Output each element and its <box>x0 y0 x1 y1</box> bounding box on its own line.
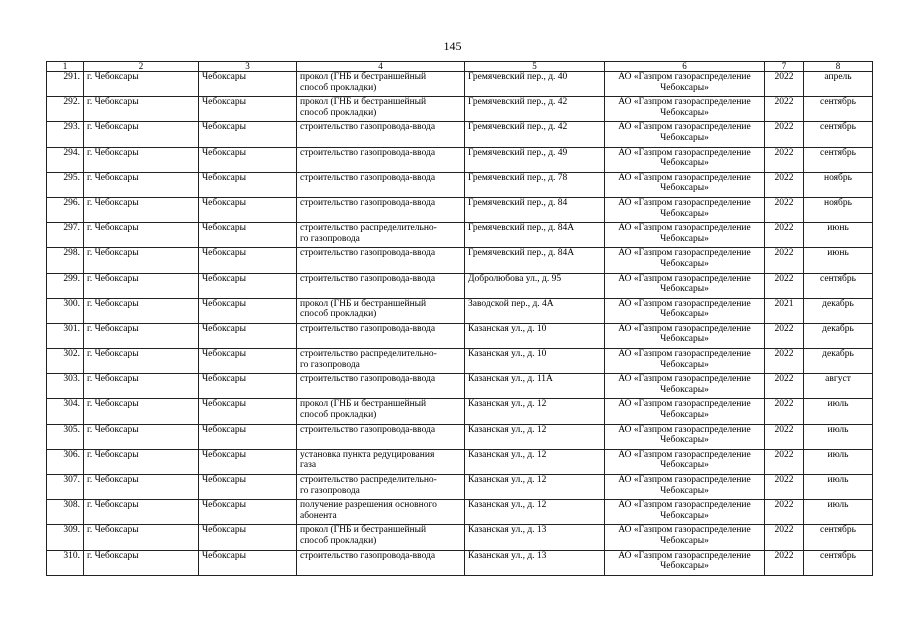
settlement-cell: Чебоксары <box>199 399 297 424</box>
organization-cell-line: Чебоксары» <box>660 208 709 219</box>
address-cell: Гремячевский пер., д. 49 <box>465 147 605 172</box>
city-cell: г. Чебоксары <box>84 374 199 399</box>
work-type-cell-line: го газопровода <box>300 359 360 370</box>
organization-cell-line: Чебоксары» <box>660 359 709 370</box>
month-cell: сентябрь <box>804 122 873 147</box>
address-cell: Казанская ул., д. 10 <box>465 349 605 374</box>
row-number-cell: 308. <box>47 500 84 525</box>
work-type-cell-line: го газопровода <box>300 233 360 244</box>
organization-cell-line: Чебоксары» <box>660 258 709 269</box>
year-cell: 2021 <box>765 298 804 323</box>
column-header: 1 <box>47 62 84 72</box>
row-number-cell: 310. <box>47 550 84 575</box>
organization-cell-line: АО «Газпром газораспределение <box>618 248 751 259</box>
table-row <box>47 475 873 500</box>
table-header-row <box>47 62 873 72</box>
table-row <box>47 122 873 147</box>
organization-cell-line: АО «Газпром газораспределение <box>618 273 751 284</box>
organization-cell-line: Чебоксары» <box>660 158 709 169</box>
work-type-cell <box>297 298 465 323</box>
settlement-cell: Чебоксары <box>199 197 297 222</box>
work-type-cell <box>297 449 465 474</box>
settlement-cell: Чебоксары <box>199 475 297 500</box>
organization-cell-line: АО «Газпром газораспределение <box>618 374 751 385</box>
organization-cell-line: Чебоксары» <box>660 435 709 446</box>
organization-cell <box>605 424 765 449</box>
row-number-cell: 302. <box>47 349 84 374</box>
organization-cell-line: АО «Газпром газораспределение <box>618 525 751 536</box>
year-cell: 2022 <box>765 72 804 97</box>
organization-cell-line: АО «Газпром газораспределение <box>618 323 751 334</box>
work-type-cell-line: строительство газопровода-ввода <box>300 323 436 334</box>
month-cell: июнь <box>804 248 873 273</box>
work-type-cell-line: абонента <box>300 510 337 521</box>
settlement-cell: Чебоксары <box>199 223 297 248</box>
organization-cell <box>605 72 765 97</box>
settlement-cell: Чебоксары <box>199 500 297 525</box>
organization-cell-line: АО «Газпром газораспределение <box>618 298 751 309</box>
year-cell: 2022 <box>765 525 804 550</box>
year-cell: 2022 <box>765 399 804 424</box>
settlement-cell: Чебоксары <box>199 550 297 575</box>
work-type-cell-line: строительство газопровода-ввода <box>300 172 436 183</box>
organization-cell-line: Чебоксары» <box>660 82 709 93</box>
organization-cell-line: Чебоксары» <box>660 384 709 395</box>
row-number-cell: 295. <box>47 172 84 197</box>
address-cell: Гремячевский пер., д. 42 <box>465 97 605 122</box>
work-type-cell-line: прокол (ГНБ и бестраншейный <box>300 72 427 82</box>
address-cell: Казанская ул., д. 12 <box>465 475 605 500</box>
year-cell: 2022 <box>765 273 804 298</box>
work-type-cell-line: строительство газопровода-ввода <box>300 550 436 561</box>
city-cell: г. Чебоксары <box>84 323 199 348</box>
organization-cell-line: АО «Газпром газораспределение <box>618 550 751 561</box>
organization-cell <box>605 349 765 374</box>
organization-cell-line: Чебоксары» <box>660 334 709 345</box>
organization-cell <box>605 500 765 525</box>
city-cell: г. Чебоксары <box>84 122 199 147</box>
city-cell: г. Чебоксары <box>84 72 199 97</box>
settlement-cell: Чебоксары <box>199 525 297 550</box>
row-number-cell: 299. <box>47 273 84 298</box>
table-row <box>47 172 873 197</box>
organization-cell-line: Чебоксары» <box>660 485 709 496</box>
work-type-cell-line: способ прокладки) <box>300 309 377 320</box>
work-type-cell-line: установка пункта редуцирования <box>300 449 435 460</box>
work-type-cell <box>297 424 465 449</box>
work-type-cell <box>297 72 465 97</box>
table-row <box>47 550 873 575</box>
city-cell: г. Чебоксары <box>84 475 199 500</box>
work-type-cell <box>297 349 465 374</box>
organization-cell <box>605 475 765 500</box>
work-type-cell-line: строительство газопровода-ввода <box>300 273 436 284</box>
work-type-cell-line: получение разрешения основного <box>300 500 437 511</box>
row-number-cell: 291. <box>47 72 84 97</box>
organization-cell <box>605 399 765 424</box>
organization-cell-line: АО «Газпром газораспределение <box>618 424 751 435</box>
month-cell: декабрь <box>804 323 873 348</box>
address-cell: Казанская ул., д. 12 <box>465 500 605 525</box>
settlement-cell: Чебоксары <box>199 298 297 323</box>
work-type-cell-line: строительство распределительно- <box>300 349 437 360</box>
year-cell: 2022 <box>765 122 804 147</box>
organization-cell <box>605 172 765 197</box>
address-cell: Казанская ул., д. 10 <box>465 323 605 348</box>
column-header: 3 <box>199 62 297 72</box>
month-cell: декабрь <box>804 349 873 374</box>
organization-cell <box>605 273 765 298</box>
table-row <box>47 298 873 323</box>
organization-cell <box>605 323 765 348</box>
year-cell: 2022 <box>765 500 804 525</box>
year-cell: 2022 <box>765 475 804 500</box>
year-cell: 2022 <box>765 449 804 474</box>
page-number: 145 <box>443 39 462 53</box>
organization-cell <box>605 449 765 474</box>
column-header: 6 <box>605 62 765 72</box>
row-number-cell: 305. <box>47 424 84 449</box>
year-cell: 2022 <box>765 172 804 197</box>
row-number-cell: 297. <box>47 223 84 248</box>
work-type-cell-line: прокол (ГНБ и бестраншейный <box>300 97 427 108</box>
settlement-cell: Чебоксары <box>199 97 297 122</box>
address-cell: Гремячевский пер., д. 84А <box>465 248 605 273</box>
work-type-cell <box>297 223 465 248</box>
work-type-cell <box>297 550 465 575</box>
work-type-cell-line: прокол (ГНБ и бестраншейный <box>300 525 427 536</box>
city-cell: г. Чебоксары <box>84 172 199 197</box>
table-row <box>47 97 873 122</box>
organization-cell-line: Чебоксары» <box>660 561 709 572</box>
column-header: 5 <box>465 62 605 72</box>
table-row <box>47 72 873 97</box>
organization-cell-line: АО «Газпром газораспределение <box>618 223 751 234</box>
address-cell: Казанская ул., д. 12 <box>465 424 605 449</box>
work-type-cell <box>297 97 465 122</box>
table-row <box>47 197 873 222</box>
table-row <box>47 424 873 449</box>
year-cell: 2022 <box>765 550 804 575</box>
month-cell: сентябрь <box>804 525 873 550</box>
column-header: 7 <box>765 62 804 72</box>
organization-cell <box>605 147 765 172</box>
address-cell: Заводской пер., д. 4А <box>465 298 605 323</box>
table-row <box>47 273 873 298</box>
settlement-cell: Чебоксары <box>199 323 297 348</box>
organization-cell-line: Чебоксары» <box>660 132 709 143</box>
organization-cell-line: Чебоксары» <box>660 107 709 118</box>
month-cell: август <box>804 374 873 399</box>
address-cell: Гремячевский пер., д. 84А <box>465 223 605 248</box>
row-number-cell: 298. <box>47 248 84 273</box>
organization-cell-line: АО «Газпром газораспределение <box>618 147 751 158</box>
work-type-cell-line: строительство газопровода-ввода <box>300 248 436 259</box>
table-row <box>47 323 873 348</box>
settlement-cell: Чебоксары <box>199 147 297 172</box>
organization-cell-line: Чебоксары» <box>660 510 709 521</box>
organization-cell-line: АО «Газпром газораспределение <box>618 399 751 410</box>
address-cell: Казанская ул., д. 11А <box>465 374 605 399</box>
work-type-cell-line: го газопровода <box>300 485 360 496</box>
organization-cell <box>605 223 765 248</box>
settlement-cell: Чебоксары <box>199 349 297 374</box>
work-type-cell-line: газа <box>300 460 317 471</box>
organization-cell-line: АО «Газпром газораспределение <box>618 122 751 133</box>
column-header: 4 <box>297 62 465 72</box>
month-cell: июль <box>804 399 873 424</box>
year-cell: 2022 <box>765 424 804 449</box>
row-number-cell: 293. <box>47 122 84 147</box>
table-row <box>47 248 873 273</box>
row-number-cell: 301. <box>47 323 84 348</box>
work-type-cell <box>297 122 465 147</box>
city-cell: г. Чебоксары <box>84 223 199 248</box>
organization-cell-line: АО «Газпром газораспределение <box>618 449 751 460</box>
organization-cell-line: АО «Газпром газораспределение <box>618 97 751 108</box>
settlement-cell: Чебоксары <box>199 424 297 449</box>
city-cell: г. Чебоксары <box>84 147 199 172</box>
table-row <box>47 449 873 474</box>
month-cell: сентябрь <box>804 273 873 298</box>
work-type-cell-line: строительство газопровода-ввода <box>300 197 436 208</box>
row-number-cell: 309. <box>47 525 84 550</box>
organization-cell <box>605 374 765 399</box>
month-cell: июль <box>804 500 873 525</box>
address-cell: Гремячевский пер., д. 78 <box>465 172 605 197</box>
work-type-cell <box>297 172 465 197</box>
table-row <box>47 147 873 172</box>
organization-cell <box>605 122 765 147</box>
row-number-cell: 294. <box>47 147 84 172</box>
month-cell: июль <box>804 449 873 474</box>
address-cell: Гремячевский пер., д. 40 <box>465 72 605 97</box>
work-type-cell <box>297 525 465 550</box>
settlement-cell: Чебоксары <box>199 72 297 97</box>
work-type-cell <box>297 197 465 222</box>
city-cell: г. Чебоксары <box>84 349 199 374</box>
city-cell: г. Чебоксары <box>84 449 199 474</box>
settlement-cell: Чебоксары <box>199 248 297 273</box>
work-type-cell-line: прокол (ГНБ и бестраншейный <box>300 399 427 410</box>
organization-cell-line: Чебоксары» <box>660 183 709 194</box>
work-type-cell-line: способ прокладки) <box>300 535 377 546</box>
work-type-cell <box>297 475 465 500</box>
city-cell: г. Чебоксары <box>84 399 199 424</box>
year-cell: 2022 <box>765 248 804 273</box>
organization-cell-line: Чебоксары» <box>660 460 709 471</box>
year-cell: 2022 <box>765 323 804 348</box>
table-body <box>47 72 873 576</box>
city-cell: г. Чебоксары <box>84 525 199 550</box>
city-cell: г. Чебоксары <box>84 248 199 273</box>
city-cell: г. Чебоксары <box>84 424 199 449</box>
year-cell: 2022 <box>765 223 804 248</box>
column-header: 8 <box>804 62 873 72</box>
work-type-cell-line: строительство газопровода-ввода <box>300 424 436 435</box>
address-cell: Гремячевский пер., д. 42 <box>465 122 605 147</box>
month-cell: июль <box>804 475 873 500</box>
work-type-cell <box>297 374 465 399</box>
organization-cell-line: АО «Газпром газораспределение <box>618 172 751 183</box>
row-number-cell: 303. <box>47 374 84 399</box>
year-cell: 2022 <box>765 197 804 222</box>
city-cell: г. Чебоксары <box>84 298 199 323</box>
work-type-cell-line: прокол (ГНБ и бестраншейный <box>300 298 427 309</box>
table-row <box>47 374 873 399</box>
address-cell: Казанская ул., д. 13 <box>465 550 605 575</box>
work-type-cell-line: строительство распределительно- <box>300 223 437 234</box>
month-cell: ноябрь <box>804 197 873 222</box>
organization-cell-line: Чебоксары» <box>660 233 709 244</box>
settlement-cell: Чебоксары <box>199 273 297 298</box>
table-row <box>47 525 873 550</box>
organization-cell-line: АО «Газпром газораспределение <box>618 197 751 208</box>
year-cell: 2022 <box>765 374 804 399</box>
settlement-cell: Чебоксары <box>199 374 297 399</box>
work-type-cell <box>297 248 465 273</box>
organization-cell <box>605 525 765 550</box>
settlement-cell: Чебоксары <box>199 449 297 474</box>
table-row <box>47 223 873 248</box>
organization-cell-line: Чебоксары» <box>660 535 709 546</box>
month-cell: ноябрь <box>804 172 873 197</box>
row-number-cell: 300. <box>47 298 84 323</box>
month-cell: апрель <box>804 72 873 97</box>
month-cell: декабрь <box>804 298 873 323</box>
month-cell: сентябрь <box>804 550 873 575</box>
organization-cell <box>605 248 765 273</box>
column-header: 2 <box>84 62 199 72</box>
year-cell: 2022 <box>765 349 804 374</box>
year-cell: 2022 <box>765 97 804 122</box>
work-type-cell <box>297 399 465 424</box>
city-cell: г. Чебоксары <box>84 500 199 525</box>
table-row <box>47 399 873 424</box>
table-row <box>47 349 873 374</box>
organization-cell <box>605 550 765 575</box>
organization-cell-line: АО «Газпром газораспределение <box>618 349 751 360</box>
city-cell: г. Чебоксары <box>84 550 199 575</box>
data-table <box>46 61 873 576</box>
organization-cell-line: Чебоксары» <box>660 309 709 320</box>
month-cell: июль <box>804 424 873 449</box>
work-type-cell-line: способ прокладки) <box>300 82 377 93</box>
work-type-cell-line: способ прокладки) <box>300 410 377 421</box>
city-cell: г. Чебоксары <box>84 97 199 122</box>
month-cell: сентябрь <box>804 147 873 172</box>
work-type-cell <box>297 147 465 172</box>
city-cell: г. Чебоксары <box>84 197 199 222</box>
address-cell: Гремячевский пер., д. 84 <box>465 197 605 222</box>
address-cell: Добролюбова ул., д. 95 <box>465 273 605 298</box>
month-cell: июнь <box>804 223 873 248</box>
organization-cell <box>605 97 765 122</box>
settlement-cell: Чебоксары <box>199 122 297 147</box>
work-type-cell <box>297 500 465 525</box>
year-cell: 2022 <box>765 147 804 172</box>
work-type-cell-line: строительство газопровода-ввода <box>300 147 436 158</box>
row-number-cell: 292. <box>47 97 84 122</box>
row-number-cell: 304. <box>47 399 84 424</box>
row-number-cell: 296. <box>47 197 84 222</box>
address-cell: Казанская ул., д. 13 <box>465 525 605 550</box>
organization-cell <box>605 298 765 323</box>
work-type-cell-line: способ прокладки) <box>300 107 377 118</box>
work-type-cell <box>297 273 465 298</box>
table-row <box>47 500 873 525</box>
organization-cell-line: АО «Газпром газораспределение <box>618 500 751 511</box>
work-type-cell-line: строительство распределительно- <box>300 475 437 485</box>
month-cell: сентябрь <box>804 97 873 122</box>
settlement-cell: Чебоксары <box>199 172 297 197</box>
organization-cell-line: АО «Газпром газораспределение <box>618 475 751 485</box>
address-cell: Казанская ул., д. 12 <box>465 449 605 474</box>
row-number-cell: 307. <box>47 475 84 500</box>
organization-cell <box>605 197 765 222</box>
work-type-cell <box>297 323 465 348</box>
address-cell: Казанская ул., д. 12 <box>465 399 605 424</box>
organization-cell-line: АО «Газпром газораспределение <box>618 72 751 82</box>
row-number-cell: 306. <box>47 449 84 474</box>
organization-cell-line: Чебоксары» <box>660 284 709 295</box>
work-type-cell-line: строительство газопровода-ввода <box>300 122 436 133</box>
work-type-cell-line: строительство газопровода-ввода <box>300 374 436 385</box>
organization-cell-line: Чебоксары» <box>660 410 709 421</box>
city-cell: г. Чебоксары <box>84 273 199 298</box>
